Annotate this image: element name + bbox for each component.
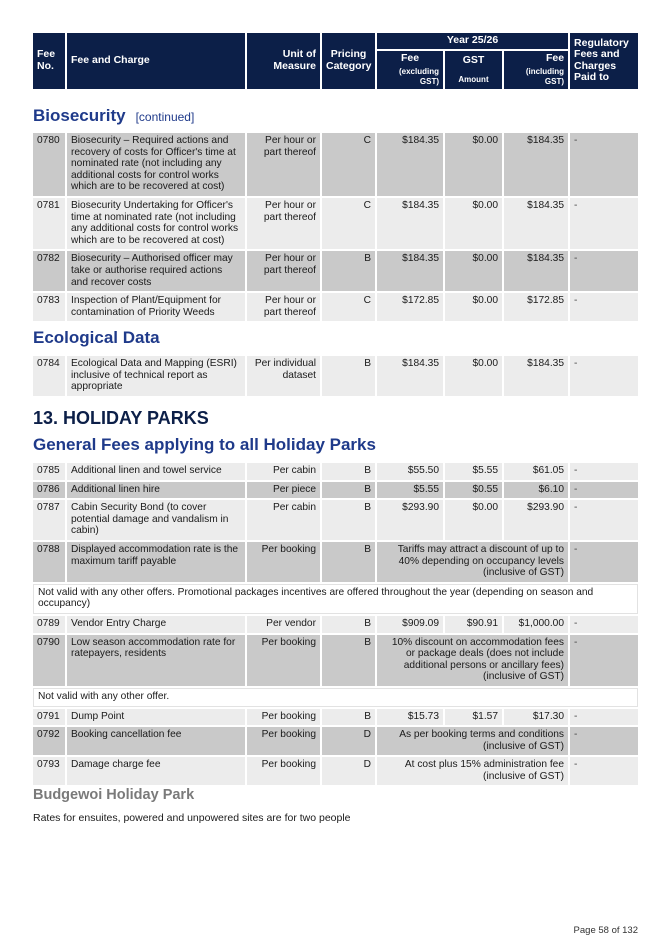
unit-of-measure: Per booking	[247, 709, 320, 726]
table-header	[31, 31, 640, 91]
fee-no: 0792	[33, 727, 65, 755]
ecological-table	[31, 354, 640, 398]
section-title-ecological-data: Ecological Data	[33, 328, 160, 347]
fee-no: 0783	[33, 293, 65, 321]
pricing-category: C	[322, 198, 375, 249]
header-fee-excl-note: (excluding GST)	[398, 66, 439, 86]
fee-description: Low season accommodation rate for ratepayers, residents	[67, 635, 245, 686]
pricing-category: B	[322, 463, 375, 480]
header-gst-amount: Amount	[458, 74, 489, 84]
unit-of-measure: Per booking	[247, 635, 320, 686]
biosecurity-title: Biosecurity	[33, 106, 126, 125]
gst-amount: $0.00	[445, 198, 502, 249]
table-row	[33, 542, 638, 582]
fee-description: Booking cancellation fee	[67, 727, 245, 755]
budgewoi-note: Rates for ensuites, powered and unpowered sites are for two people	[33, 812, 351, 824]
fee-description: Ecological Data and Mapping (ESRI) inclusive of technical report as appropriate	[67, 356, 245, 396]
note-row	[33, 584, 638, 614]
fee-incl-gst: $184.35	[504, 198, 568, 249]
gst-amount: $0.00	[445, 500, 502, 540]
fee-no: 0789	[33, 616, 65, 633]
fee-no: 0786	[33, 482, 65, 499]
fee-no: 0780	[33, 133, 65, 196]
unit-of-measure: Per piece	[247, 482, 320, 499]
fee-note-merged: 10% discount on accommodation fees or package deals (does not include additional persons or ancillary fees) (inclusive of GST)	[377, 635, 568, 686]
unit-of-measure: Per booking	[247, 757, 320, 785]
fee-no: 0782	[33, 251, 65, 291]
unit-of-measure: Per cabin	[247, 463, 320, 480]
header-fee-incl	[504, 51, 568, 89]
pricing-category: D	[322, 727, 375, 755]
table-row	[33, 727, 638, 755]
fee-excl-gst: $5.55	[377, 482, 443, 499]
header-fee-incl-label: Fee	[545, 52, 565, 64]
regulatory-paid-to: -	[570, 709, 638, 726]
fee-incl-gst: $17.30	[504, 709, 568, 726]
header-fee-excl	[377, 51, 443, 89]
fee-description: Additional linen and towel service	[67, 463, 245, 480]
pricing-category: D	[322, 757, 375, 785]
gst-amount: $0.55	[445, 482, 502, 499]
fee-excl-gst: $184.35	[377, 356, 443, 396]
unit-of-measure: Per hour or part thereof	[247, 251, 320, 291]
table-row	[33, 482, 638, 499]
table-row	[33, 635, 638, 686]
header-gst	[445, 51, 502, 89]
regulatory-paid-to: -	[570, 356, 638, 396]
fee-incl-gst: $61.05	[504, 463, 568, 480]
fee-incl-gst: $293.90	[504, 500, 568, 540]
fee-excl-gst: $293.90	[377, 500, 443, 540]
table-row	[33, 293, 638, 321]
fee-description: Biosecurity – Required actions and recovery of costs for Officer's time at nominated rate (not including any additional costs for control works which are to be recovered at cost)	[67, 133, 245, 196]
unit-of-measure: Per individual dataset	[247, 356, 320, 396]
fee-no: 0785	[33, 463, 65, 480]
gst-amount: $1.57	[445, 709, 502, 726]
regulatory-paid-to: -	[570, 727, 638, 755]
section-title-holiday-parks: 13. HOLIDAY PARKS	[33, 408, 209, 428]
fee-description: Biosecurity – Authorised officer may take or authorise required actions and recover costs	[67, 251, 245, 291]
table-row	[33, 356, 638, 396]
header-fee-and-charge: Fee and Charge	[67, 33, 245, 89]
fee-description: Dump Point	[67, 709, 245, 726]
pricing-category: C	[322, 133, 375, 196]
section-title-budgewoi: Budgewoi Holiday Park	[33, 787, 195, 803]
section-title-general-fees: General Fees applying to all Holiday Parks	[33, 435, 376, 454]
regulatory-paid-to: -	[570, 251, 638, 291]
table-row	[33, 757, 638, 785]
header-regulatory: Regulatory Fees and Charges Paid to	[570, 33, 638, 89]
table-row	[33, 616, 638, 633]
fee-description: Inspection of Plant/Equipment for contamination of Priority Weeds	[67, 293, 245, 321]
header-fee-excl-label: Fee	[400, 52, 420, 64]
table-row	[33, 251, 638, 291]
page-number: Page 58 of 132	[573, 925, 638, 936]
fee-excl-gst: $184.35	[377, 251, 443, 291]
pricing-category: B	[322, 482, 375, 499]
pricing-category: B	[322, 542, 375, 582]
gst-amount: $5.55	[445, 463, 502, 480]
section-title-biosecurity	[33, 106, 194, 126]
pricing-category: B	[322, 709, 375, 726]
regulatory-paid-to: -	[570, 293, 638, 321]
fee-note-merged: Tariffs may attract a discount of up to 40% depending on occupancy levels (inclusive of GST)	[377, 542, 568, 582]
note-row	[33, 688, 638, 707]
gst-amount: $0.00	[445, 293, 502, 321]
fee-description: Biosecurity Undertaking for Officer's time at nominated rate (not including any additional costs for control works which are to be recovered at cost)	[67, 198, 245, 249]
fee-description: Displayed accommodation rate is the maximum tariff payable	[67, 542, 245, 582]
fee-excl-gst: $184.35	[377, 198, 443, 249]
fee-no: 0788	[33, 542, 65, 582]
unit-of-measure: Per cabin	[247, 500, 320, 540]
pricing-category: B	[322, 616, 375, 633]
fee-description: Damage charge fee	[67, 757, 245, 785]
fee-description: Cabin Security Bond (to cover potential damage and vandalism in cabin)	[67, 500, 245, 540]
table-row	[33, 709, 638, 726]
holiday-parks-table	[31, 461, 640, 787]
regulatory-paid-to: -	[570, 482, 638, 499]
gst-amount: $0.00	[445, 356, 502, 396]
fee-incl-gst: $184.35	[504, 356, 568, 396]
biosecurity-table	[31, 131, 640, 323]
unit-of-measure: Per hour or part thereof	[247, 198, 320, 249]
fee-no: 0784	[33, 356, 65, 396]
fee-excl-gst: $55.50	[377, 463, 443, 480]
gst-amount: $0.00	[445, 133, 502, 196]
fee-no: 0793	[33, 757, 65, 785]
header-unit-of-measure: Unit of Measure	[247, 33, 320, 89]
fee-no: 0791	[33, 709, 65, 726]
unit-of-measure: Per vendor	[247, 616, 320, 633]
fee-description: Vendor Entry Charge	[67, 616, 245, 633]
pricing-category: B	[322, 500, 375, 540]
biosecurity-continued: [continued]	[135, 110, 195, 124]
regulatory-paid-to: -	[570, 198, 638, 249]
table-row	[33, 500, 638, 540]
regulatory-paid-to: -	[570, 133, 638, 196]
pricing-category: C	[322, 293, 375, 321]
unit-of-measure: Per hour or part thereof	[247, 133, 320, 196]
fee-no: 0781	[33, 198, 65, 249]
note-text: Not valid with any other offers. Promotional packages incentives are offered throughout the year (depending on season and occupancy)	[33, 584, 638, 614]
unit-of-measure: Per hour or part thereof	[247, 293, 320, 321]
fee-incl-gst: $184.35	[504, 133, 568, 196]
regulatory-paid-to: -	[570, 463, 638, 480]
pricing-category: B	[322, 251, 375, 291]
unit-of-measure: Per booking	[247, 727, 320, 755]
fee-note-merged: As per booking terms and conditions (inclusive of GST)	[377, 727, 568, 755]
fee-excl-gst: $15.73	[377, 709, 443, 726]
fee-no: 0790	[33, 635, 65, 686]
fee-incl-gst: $184.35	[504, 251, 568, 291]
fee-excl-gst: $909.09	[377, 616, 443, 633]
regulatory-paid-to: -	[570, 616, 638, 633]
header-fee-incl-note: (including GST)	[525, 66, 565, 86]
regulatory-paid-to: -	[570, 542, 638, 582]
header-year: Year 25/26	[377, 33, 568, 49]
regulatory-paid-to: -	[570, 757, 638, 785]
header-fee-no: Fee No.	[33, 33, 65, 89]
gst-amount: $0.00	[445, 251, 502, 291]
unit-of-measure: Per booking	[247, 542, 320, 582]
table-row	[33, 463, 638, 480]
fee-no: 0787	[33, 500, 65, 540]
gst-amount: $90.91	[445, 616, 502, 633]
fee-note-merged: At cost plus 15% administration fee (inclusive of GST)	[377, 757, 568, 785]
fee-incl-gst: $172.85	[504, 293, 568, 321]
table-row	[33, 198, 638, 249]
regulatory-paid-to: -	[570, 635, 638, 686]
pricing-category: B	[322, 356, 375, 396]
regulatory-paid-to: -	[570, 500, 638, 540]
header-pricing-category: Pricing Category	[322, 33, 375, 89]
fee-incl-gst: $1,000.00	[504, 616, 568, 633]
note-text: Not valid with any other offer.	[33, 688, 638, 707]
header-gst-label: GST	[462, 54, 485, 66]
fee-description: Additional linen hire	[67, 482, 245, 499]
pricing-category: B	[322, 635, 375, 686]
fee-incl-gst: $6.10	[504, 482, 568, 499]
table-row	[33, 133, 638, 196]
fee-excl-gst: $184.35	[377, 133, 443, 196]
fee-excl-gst: $172.85	[377, 293, 443, 321]
